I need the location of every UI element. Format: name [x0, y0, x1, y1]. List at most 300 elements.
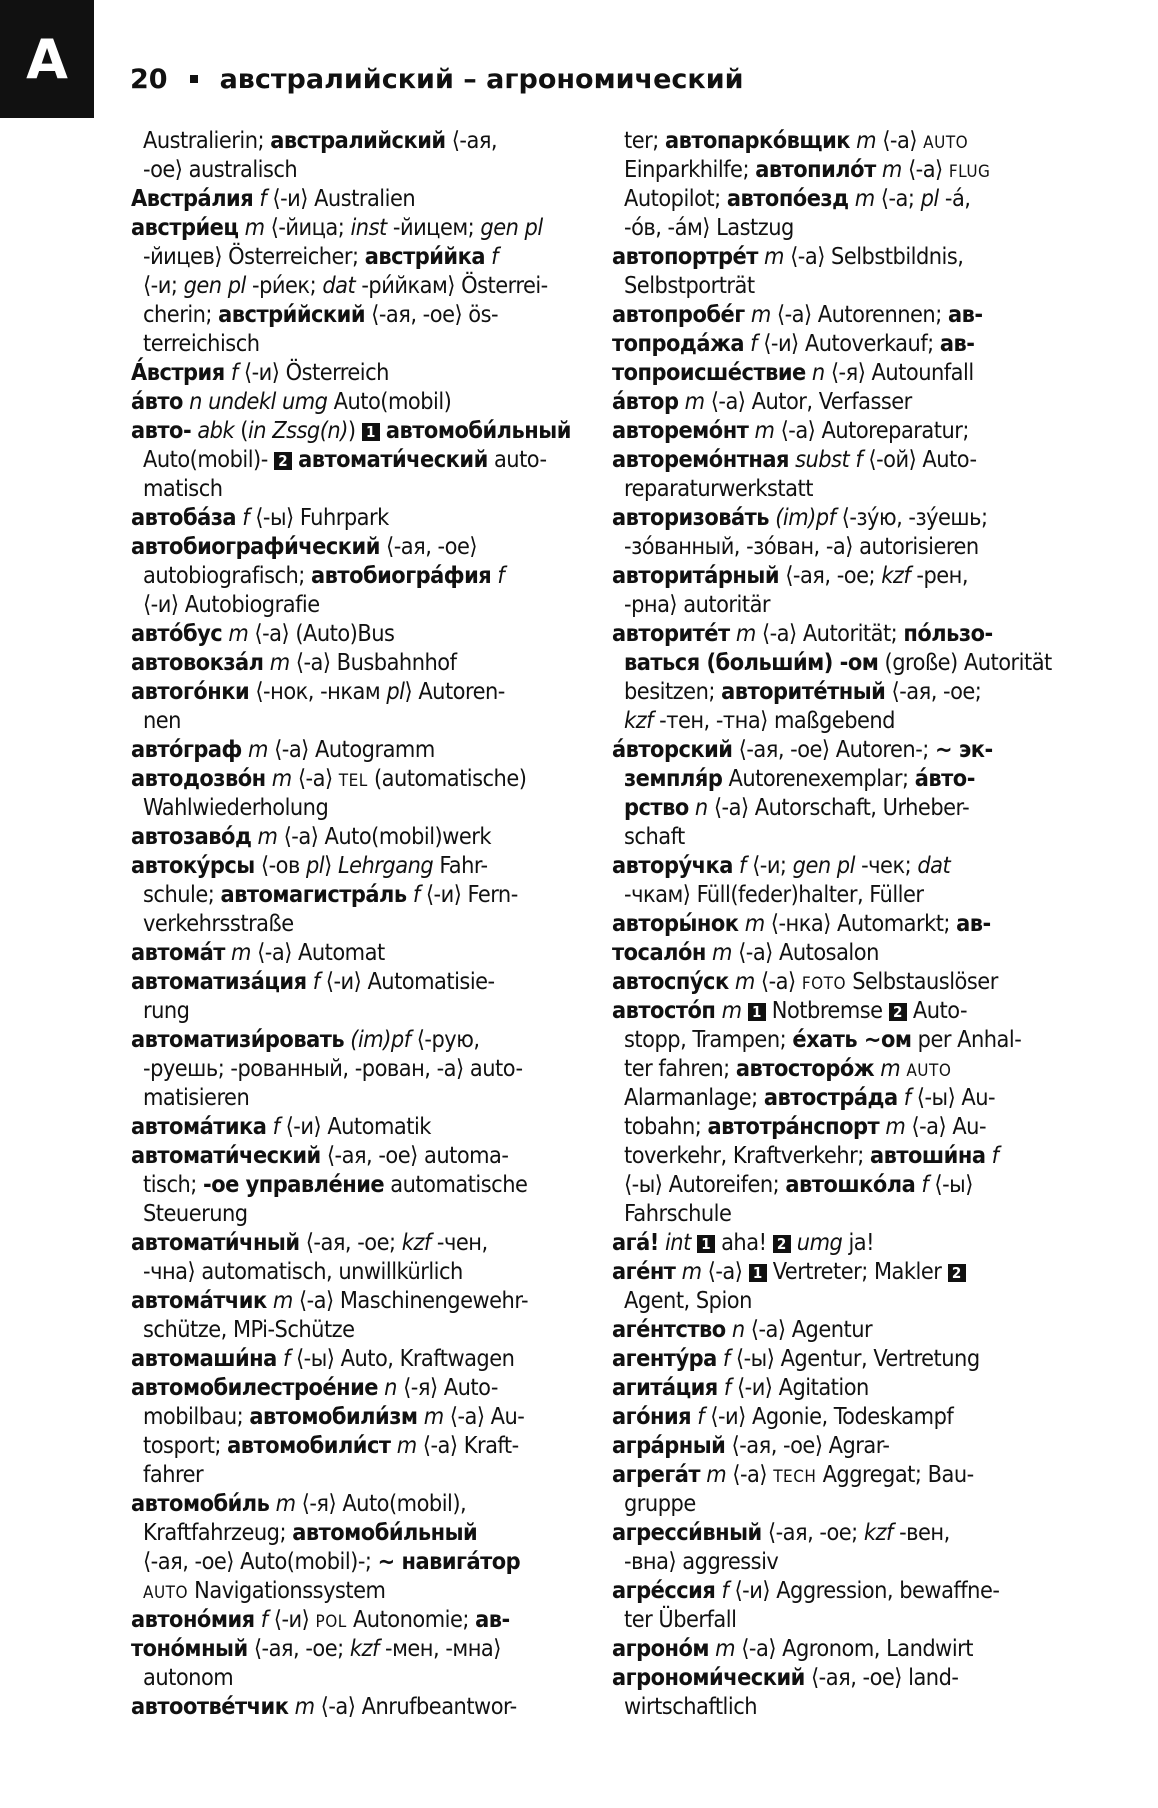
entry-text: m	[681, 1258, 702, 1285]
entry-text: TECH	[773, 1467, 817, 1487]
entry-line	[131, 1025, 576, 1054]
entry-text: -чна⟩ automatisch, unwillkürlich	[143, 1258, 463, 1285]
entry-line	[131, 793, 576, 822]
entry-text: f	[991, 1142, 999, 1169]
entry-text: ⟨-ая, -ое⟩ land-	[804, 1664, 959, 1691]
entry-text: ⟨-а⟩ Maschinengewehr-	[292, 1287, 529, 1314]
entry-text: in Zssg(n)	[247, 417, 348, 444]
entry-text: ⟨-и⟩ Australien	[266, 185, 416, 212]
entry-text: ⟨-зу́ю, -зу́ешь;	[835, 504, 988, 531]
entry-text: AUTO	[923, 133, 969, 153]
headword: агра́рный	[612, 1432, 726, 1459]
entry-text: ⟨-а⟩	[901, 156, 949, 183]
entry-line	[131, 213, 576, 242]
headword: е́хать ~ом	[792, 1026, 912, 1053]
entry-text: n	[384, 1374, 397, 1401]
entry-line	[612, 561, 1057, 590]
headword: авторемо́нтная	[612, 446, 789, 473]
entry-text: autonom	[143, 1664, 234, 1691]
headword: а́вто	[131, 388, 183, 415]
entry-line	[612, 735, 1057, 764]
entry-text: ⟨-а⟩ Kraft-	[416, 1432, 519, 1459]
headword: ~ навига́тор	[377, 1548, 521, 1575]
entry-text: m	[880, 1055, 901, 1082]
entry-text: m	[294, 1693, 315, 1720]
entry-line	[131, 416, 576, 445]
headword: автомоби́ль	[131, 1490, 270, 1517]
entry-line	[612, 648, 1057, 677]
entry-line	[612, 1344, 1057, 1373]
entry-text: ⟨-нка⟩ Automarkt;	[764, 910, 957, 937]
entry-text: terreichisch	[143, 330, 260, 357]
entry-text: m	[248, 736, 268, 763]
entry-text: m	[764, 243, 784, 270]
entry-line	[131, 1663, 576, 1692]
entry-text: Vertreter; Makler	[766, 1258, 948, 1285]
entry-text: aha!	[714, 1229, 773, 1256]
entry-line	[612, 1605, 1057, 1634]
entry-text: automatische	[384, 1171, 528, 1198]
entry-line	[612, 677, 1057, 706]
headword: автоба́за	[131, 504, 237, 531]
entry-text: f	[739, 852, 746, 879]
entry-text: Aggregat; Bau-	[816, 1461, 974, 1488]
entry-text: ⟨-и⟩ Automatisie-	[319, 968, 495, 995]
entry-text: ⟨-а⟩ Selbstbildnis,	[783, 243, 964, 270]
headword: автопарко́вщик	[664, 127, 851, 154]
entry-text: AUTO	[906, 1061, 952, 1081]
entry-text: m	[885, 1113, 906, 1140]
entry-line	[131, 1141, 576, 1170]
headword: -ое управле́ние	[203, 1171, 385, 1198]
headword: автомоби́льный	[292, 1519, 478, 1546]
entry-text: ⟨-ы⟩ Au-	[910, 1084, 996, 1111]
entry-text: f	[272, 1113, 280, 1140]
sense-number-badge: 1	[749, 1264, 767, 1282]
headword: ~ эк-	[934, 736, 993, 763]
entry-text: f	[230, 359, 238, 386]
entry-line	[612, 1460, 1057, 1489]
entry-text: m	[271, 765, 292, 792]
entry-text: ⟨-а⟩ Autorität;	[755, 620, 904, 647]
entry-text: schaft	[624, 823, 685, 850]
entry-text: f	[722, 1345, 730, 1372]
entry-text: m	[715, 1635, 736, 1662]
entry-line	[131, 1489, 576, 1518]
headword: автомобили́зм	[249, 1403, 418, 1430]
entry-text: Einparkhilfe;	[624, 156, 756, 183]
entry-text: ⟨-ая, -ое⟩ ös-	[365, 301, 499, 328]
entry-text: Kraftfahrzeug;	[143, 1519, 293, 1546]
entry-text: -вна⟩ aggressiv	[624, 1548, 779, 1575]
guide-words: австралийский – агрономический	[219, 63, 744, 95]
entry-text: -руешь; -рованный, -рован, -а⟩ auto-	[143, 1055, 523, 1082]
entry-line	[131, 938, 576, 967]
entry-text: m	[734, 968, 755, 995]
entry-text: -вен,	[892, 1519, 950, 1546]
entry-text: ⟨-а⟩ Auto(mobil)werk	[277, 823, 492, 850]
entry-text: ⟨-ая, -ое;	[247, 1635, 350, 1662]
headword: автомати́чный	[131, 1229, 300, 1256]
entry-line	[612, 1402, 1057, 1431]
headword: ав-	[956, 910, 991, 937]
entry-text: -чек;	[854, 852, 918, 879]
entry-text: m	[423, 1403, 444, 1430]
entry-line	[612, 213, 1057, 242]
headword: австри́йка	[364, 243, 485, 270]
entry-text: ⟨-и⟩ Autobiografie	[143, 591, 320, 618]
entry-text: gen pl	[792, 852, 855, 879]
entry-line	[612, 706, 1057, 735]
section-letter: A	[26, 27, 68, 91]
entry-text: m	[244, 214, 265, 241]
entry-text: -мен, -мна⟩	[378, 1635, 501, 1662]
headword: тосало́н	[612, 939, 706, 966]
entry-text: Fahrschule	[624, 1200, 732, 1227]
entry-line	[131, 387, 576, 416]
entry-text: )	[347, 417, 362, 444]
headword: автопило́т	[755, 156, 876, 183]
entry-text: -о́в, -а́м⟩ Lastzug	[624, 214, 794, 241]
headword: автоши́на	[869, 1142, 986, 1169]
entry-text: f	[259, 185, 267, 212]
entry-text: -йицев⟩ Österreicher;	[143, 243, 365, 270]
entry-text: tobahn;	[624, 1113, 708, 1140]
headword: авторы́нок	[612, 910, 739, 937]
entry-text: m	[228, 620, 249, 647]
headword: авто-	[131, 417, 192, 444]
headword: ваться (больши́м) -ом	[624, 649, 879, 676]
entry-line	[131, 474, 576, 503]
entry-text: -зо́ванный, -зо́ван, -а⟩ autorisieren	[624, 533, 979, 560]
entry-text: (automatische)	[367, 765, 527, 792]
headword: авторите́тный	[721, 678, 886, 705]
headword: австралийский	[270, 127, 446, 154]
entry-text: Alarmanlage;	[624, 1084, 764, 1111]
headword: автопортре́т	[612, 243, 758, 270]
headword: авто́граф	[131, 736, 242, 763]
entry-text: FLUG	[948, 162, 991, 182]
entry-text: auto-	[487, 446, 547, 473]
entry-line	[131, 561, 576, 590]
entry-line	[612, 1025, 1057, 1054]
entry-line	[131, 532, 576, 561]
entry-line	[612, 1634, 1057, 1663]
entry-text: m	[684, 388, 705, 415]
entry-text: dat	[917, 852, 951, 879]
headword: авторита́рный	[612, 562, 780, 589]
entry-line	[612, 851, 1057, 880]
entry-text: kzf	[881, 562, 911, 589]
entry-text: stopp, Trampen;	[624, 1026, 793, 1053]
entry-text: (im)pf	[350, 1026, 411, 1053]
entry-line	[612, 1083, 1057, 1112]
headword: автомаши́на	[131, 1345, 277, 1372]
headword: А́встрия	[131, 359, 225, 386]
entry-text: Steuerung	[143, 1200, 248, 1227]
headword: автопробе́г	[612, 301, 745, 328]
entry-text: f	[412, 881, 420, 908]
entry-text: pl	[305, 852, 325, 879]
entry-text: subst f	[795, 446, 863, 473]
entry-text: Fahr-	[433, 852, 488, 879]
sense-number-badge: 2	[773, 1235, 791, 1253]
entry-text: ⟨-а⟩ Autosalon	[731, 939, 879, 966]
entry-text: ⟨-ая, -ое;	[779, 562, 882, 589]
entry-text: gen pl	[183, 272, 246, 299]
left-column	[131, 126, 576, 1721]
entry-text: ⟨-а⟩ Anrufbeantwor-	[314, 1693, 517, 1720]
entry-text: ⟨-нок, -нкам	[249, 678, 387, 705]
entry-text: pl	[386, 678, 405, 705]
entry-line	[131, 126, 576, 155]
entry-line	[131, 648, 576, 677]
headword: ав-	[475, 1606, 510, 1633]
headword: а́вторский	[612, 736, 733, 763]
entry-text: ⟨-ая, -ое⟩ Agrar-	[725, 1432, 890, 1459]
entry-text: matisieren	[143, 1084, 250, 1111]
right-column	[612, 126, 1057, 1721]
entry-line	[612, 126, 1057, 155]
entry-text: ⟨-и⟩ Agonie, Todeskampf	[704, 1403, 954, 1430]
headword: ага́!	[612, 1229, 659, 1256]
entry-text: Auto(mobil)-	[143, 446, 274, 473]
entry-text: n	[694, 794, 708, 821]
entry-text: ⟨-а⟩ Autogramm	[267, 736, 435, 763]
entry-line	[612, 271, 1057, 300]
headword: автого́нки	[131, 678, 250, 705]
entry-line	[612, 764, 1057, 793]
entry-line	[131, 735, 576, 764]
entry-line	[131, 851, 576, 880]
entry-text: wirtschaftlich	[624, 1693, 757, 1720]
section-letter-tab	[0, 0, 94, 118]
headword: автодозво́н	[131, 765, 266, 792]
entry-text: ⟨-я⟩ Auto(mobil),	[295, 1490, 467, 1517]
entry-line	[131, 1373, 576, 1402]
entry-line	[131, 155, 576, 184]
entry-line	[612, 503, 1057, 532]
entry-line	[131, 1576, 576, 1605]
entry-text: -ри́ек;	[245, 272, 323, 299]
entry-text: m	[881, 156, 902, 183]
entry-line	[612, 1489, 1057, 1518]
entry-line	[131, 1431, 576, 1460]
entry-line	[612, 1692, 1057, 1721]
entry-line	[612, 329, 1057, 358]
headword: автоматиза́ция	[131, 968, 307, 995]
entry-text: ⟨-и;	[143, 272, 184, 299]
entry-text: ⟨-и⟩	[267, 1606, 316, 1633]
entry-line	[612, 184, 1057, 213]
headword: агрега́т	[612, 1461, 701, 1488]
entry-text: schütze, MPi-Schütze	[143, 1316, 355, 1343]
entry-line	[131, 706, 576, 735]
entry-line	[131, 1460, 576, 1489]
entry-line	[612, 474, 1057, 503]
entry-line	[131, 1199, 576, 1228]
headword: авторите́т	[612, 620, 730, 647]
entry-text: -ое⟩ australisch	[143, 156, 298, 183]
entry-text: f	[497, 562, 505, 589]
entry-text: rung	[143, 997, 190, 1024]
entry-text: kzf	[624, 707, 654, 734]
entry-line	[612, 242, 1057, 271]
entry-line	[612, 822, 1057, 851]
entry-text: ⟨-и⟩ Fern-	[419, 881, 518, 908]
entry-line	[131, 677, 576, 706]
entry-line	[612, 358, 1057, 387]
entry-text: Agent, Spion	[624, 1287, 752, 1314]
entry-text: ter Überfall	[624, 1606, 737, 1633]
entry-text: m	[750, 301, 771, 328]
entry-text: m	[706, 1461, 727, 1488]
entry-text: ⟨-а⟩ Automat	[250, 939, 385, 966]
entry-text: m	[269, 649, 290, 676]
headword: автоматизи́ровать	[131, 1026, 345, 1053]
entry-line	[612, 1228, 1057, 1257]
entry-line	[612, 1199, 1057, 1228]
headword: автомоби́льный	[385, 417, 571, 444]
entry-text: Autonomie;	[346, 1606, 476, 1633]
headword: автовокза́л	[131, 649, 264, 676]
entry-text: int	[664, 1229, 691, 1256]
entry-text: ⟨-ы⟩ Fuhrpark	[249, 504, 389, 531]
sense-number-badge: 2	[274, 452, 292, 470]
entry-text: ⟨-ы⟩ Auto, Kraftwagen	[289, 1345, 515, 1372]
entry-text: m	[396, 1432, 417, 1459]
entry-text: m	[275, 1490, 296, 1517]
entry-text: m	[754, 417, 775, 444]
headword: агрономи́ческий	[612, 1664, 805, 1691]
headword: автомобили́ст	[227, 1432, 391, 1459]
headword: аге́нтство	[612, 1316, 726, 1343]
entry-line	[131, 909, 576, 938]
entry-line	[131, 1228, 576, 1257]
entry-text: ja!	[842, 1229, 875, 1256]
entry-text: m	[721, 997, 742, 1024]
entry-line	[612, 996, 1057, 1025]
headword: по́льзо-	[903, 620, 993, 647]
entry-line	[612, 155, 1057, 184]
entry-text: f	[312, 968, 320, 995]
entry-text: ⟨-а⟩ Autoreparatur;	[774, 417, 969, 444]
entry-text: f	[491, 243, 499, 270]
entry-line	[131, 967, 576, 996]
entry-text: Auto(mobil)	[327, 388, 452, 415]
entry-text: n	[811, 359, 825, 386]
entry-text: f	[697, 1403, 705, 1430]
sense-number-badge: 2	[948, 1264, 966, 1282]
headword: автобиогра́фия	[311, 562, 492, 589]
entry-text: ⟨-а⟩ Agentur	[744, 1316, 873, 1343]
entry-text: ⟨-ов	[254, 852, 306, 879]
entry-text: besitzen;	[624, 678, 722, 705]
entry-line	[131, 1518, 576, 1547]
entry-text: f	[260, 1606, 268, 1633]
entry-text: ⟨-ая,	[445, 127, 498, 154]
headword: автоспу́ск	[612, 968, 729, 995]
entry-text: autobiografisch;	[143, 562, 312, 589]
entry-text: ⟨-я⟩ Auto-	[396, 1374, 498, 1401]
entry-text: -ри́йкам⟩ Österrei-	[355, 272, 548, 299]
entry-line	[131, 880, 576, 909]
entry-line	[131, 1054, 576, 1083]
entry-text: m	[272, 1287, 293, 1314]
entry-line	[131, 1112, 576, 1141]
entry-text: ⟨-ая, -ое;	[761, 1519, 864, 1546]
entry-line	[612, 532, 1057, 561]
headword: автору́чка	[612, 852, 733, 879]
entry-text: Lehrgang	[337, 852, 434, 879]
entry-text: ⟨-а⟩	[726, 1461, 774, 1488]
headword: автома́т	[131, 939, 225, 966]
entry-text: ⟨-а⟩ Busbahnhof	[289, 649, 457, 676]
headword: агита́ция	[612, 1374, 718, 1401]
entry-text: inst	[350, 214, 387, 241]
entry-line	[612, 967, 1057, 996]
sense-number-badge: 2	[889, 1003, 907, 1021]
entry-text: ⟨-рую,	[410, 1026, 480, 1053]
entry-line	[131, 590, 576, 619]
entry-text: m	[856, 127, 877, 154]
headword: ав-	[947, 301, 983, 328]
headword: автотра́нспорт	[707, 1113, 880, 1140]
headword: агроно́м	[612, 1635, 710, 1662]
entry-text: (	[234, 417, 248, 444]
headword: аге́нт	[612, 1258, 676, 1285]
entry-text: ⟨-ы⟩	[928, 1171, 973, 1198]
entry-text: ⟨-ой⟩ Auto-	[862, 446, 977, 473]
entry-text: ⟨-а⟩ (Auto)Bus	[248, 620, 395, 647]
headword: австри́йский	[218, 301, 366, 328]
entry-line	[131, 358, 576, 387]
entry-line	[612, 1373, 1057, 1402]
entry-text: fahrer	[143, 1461, 204, 1488]
entry-line	[612, 1141, 1057, 1170]
entry-text: ⟨-ая, -ое⟩ automa-	[320, 1142, 509, 1169]
headword: автошко́ла	[785, 1171, 916, 1198]
entry-text: m	[231, 939, 251, 966]
entry-text: verkehrsstraße	[143, 910, 294, 937]
entry-line	[612, 1315, 1057, 1344]
entry-text: tosport;	[143, 1432, 228, 1459]
entry-text: POL	[315, 1612, 347, 1632]
entry-text: f	[721, 1577, 729, 1604]
headword: автозаво́д	[131, 823, 252, 850]
entry-text: schule;	[143, 881, 221, 908]
entry-text: m	[257, 823, 278, 850]
entry-text: tisch;	[143, 1171, 203, 1198]
entry-text: ⟨-ая, -ое;	[299, 1229, 402, 1256]
entry-text: Autopilot;	[624, 185, 727, 212]
entry-line	[612, 1576, 1057, 1605]
entry-text: ⟨-и⟩ Agitation	[730, 1374, 869, 1401]
entry-text: m	[735, 620, 756, 647]
entry-text: ⟨-я⟩ Autounfall	[824, 359, 974, 386]
entry-text: n	[731, 1316, 745, 1343]
entry-line	[131, 1286, 576, 1315]
entry-text: ⟨-ы⟩ Agentur, Vertretung	[729, 1345, 980, 1372]
entry-text: Autorenexemplar;	[722, 765, 915, 792]
headword: а́втор	[612, 388, 679, 415]
entry-text: f	[921, 1171, 929, 1198]
entry-text: ⟨-а⟩ Agronom, Landwirt	[735, 1635, 973, 1662]
entry-line	[612, 1170, 1057, 1199]
entry-text: m	[854, 185, 875, 212]
headword: австри́ец	[131, 214, 239, 241]
headword: агре́ссия	[612, 1577, 716, 1604]
